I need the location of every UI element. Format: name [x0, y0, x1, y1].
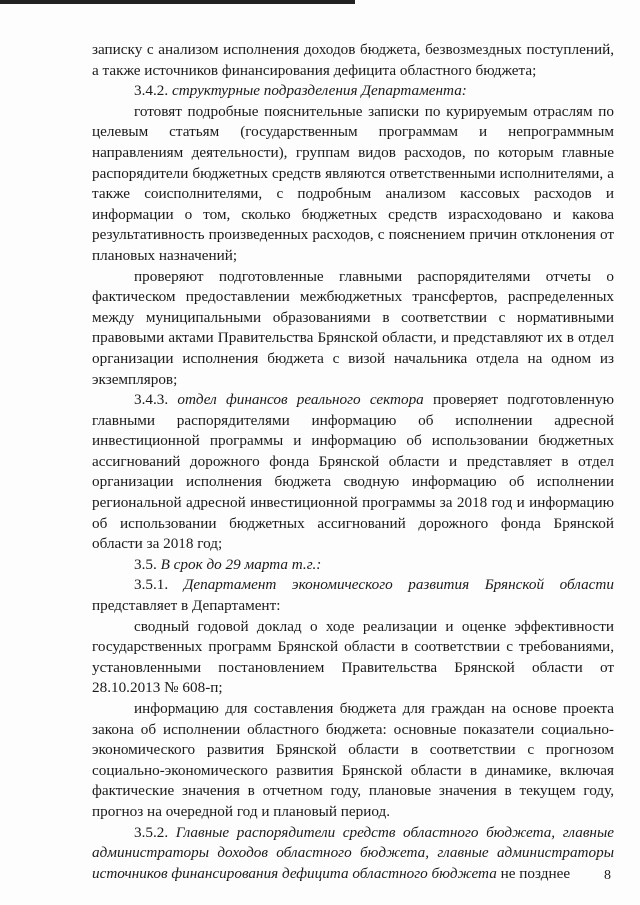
italic-text: отдел финансов реального сектора [177, 391, 424, 409]
text-run: проверяют подготовленные главными распорядителями отчеты о фактическом предоставлении межбюджетных трансфертов, распределенных между муниципальными образованиями в соответствии с нормативными правовыми актами Правительства Брянской области, и представляют их в отдел организации исполнения бюджета с визой начальника отдела на одном из экземпляров; [92, 267, 614, 388]
paragraph [92, 617, 614, 699]
text-run: сводный годовой доклад о ходе реализации и оценке эффективности государственных программ Брянской области в соответствии с требованиями, установленными постановлением Правительства Брянской области от 28.10.2013 № 608-п; [92, 617, 614, 697]
text-run: проверяет подготовленную главными распорядителями информацию об исполнении адресной инвестиционной программы и информацию об использовании бюджетных ассигнований дорожного фонда Брянской области и представляет в отдел организации исполнения бюджета сводную информацию об исполнении региональной адресной инвестиционной программы за 2018 год и информацию об использовании бюджетных ассигнований дорожного фонда Брянской области за 2018 год; [92, 391, 614, 553]
text-run: готовят подробные пояснительные записки по курируемым отраслям по целевым статьям (государственным программам и непрограммным направлениям деятельности), группам видов расходов, по которым главные распорядители бюджетных средств являются ответственными исполнителями, а также соисполнителями, с подробным анализом кассовых расходов и информации о том, сколько бюджетных средств израсходовано и какова результативность произведенных расходов, с пояснением причин отклонения от плановых назначений; [92, 102, 614, 264]
text-run: 3.5.2. [134, 823, 176, 841]
italic-text: Главные распорядители средств областного бюджета, главные администраторы доходов областного бюджета, главные администраторы источников финансирования дефицита областного бюджета [92, 823, 614, 882]
text-run: 3.5.1. [134, 576, 184, 594]
paragraph [92, 40, 614, 81]
paragraph [92, 699, 614, 823]
paragraph [92, 390, 614, 555]
text-run: представляет в Департамент: [92, 597, 281, 615]
text-run: 3.4.3. [134, 391, 178, 409]
paragraph [92, 555, 614, 576]
paragraph [92, 575, 614, 616]
text-run: не позднее [496, 864, 571, 882]
text-run: 3.4.2. [134, 82, 172, 100]
paragraph [92, 823, 614, 885]
paragraph [92, 81, 614, 102]
scan-edge-line [0, 0, 355, 4]
italic-text: В срок до 29 марта т.г.: [160, 555, 322, 573]
italic-text: структурные подразделения Департамента: [171, 82, 467, 100]
page-number: 8 [604, 868, 611, 883]
text-run: 3.5. [134, 555, 161, 573]
text-run: информацию для составления бюджета для граждан на основе проекта закона об исполнении областного бюджета: основные показатели социально-экономического развития Брянской области в соответствии с прогнозом социально-экономического развития Брянской области в динамике, включая фактические значения в отчетном году, плановые значения в текущем году, прогноз на очередной год и плановый период. [92, 700, 614, 820]
paragraph [92, 267, 614, 391]
italic-text: Департамент экономического развития Брянской области [183, 576, 614, 594]
paragraph [92, 102, 614, 267]
text-run: записку с анализом исполнения доходов бюджета, безвозмездных поступлений, а также источников финансирования дефицита областного бюджета; [92, 41, 614, 79]
document-body [92, 40, 614, 884]
